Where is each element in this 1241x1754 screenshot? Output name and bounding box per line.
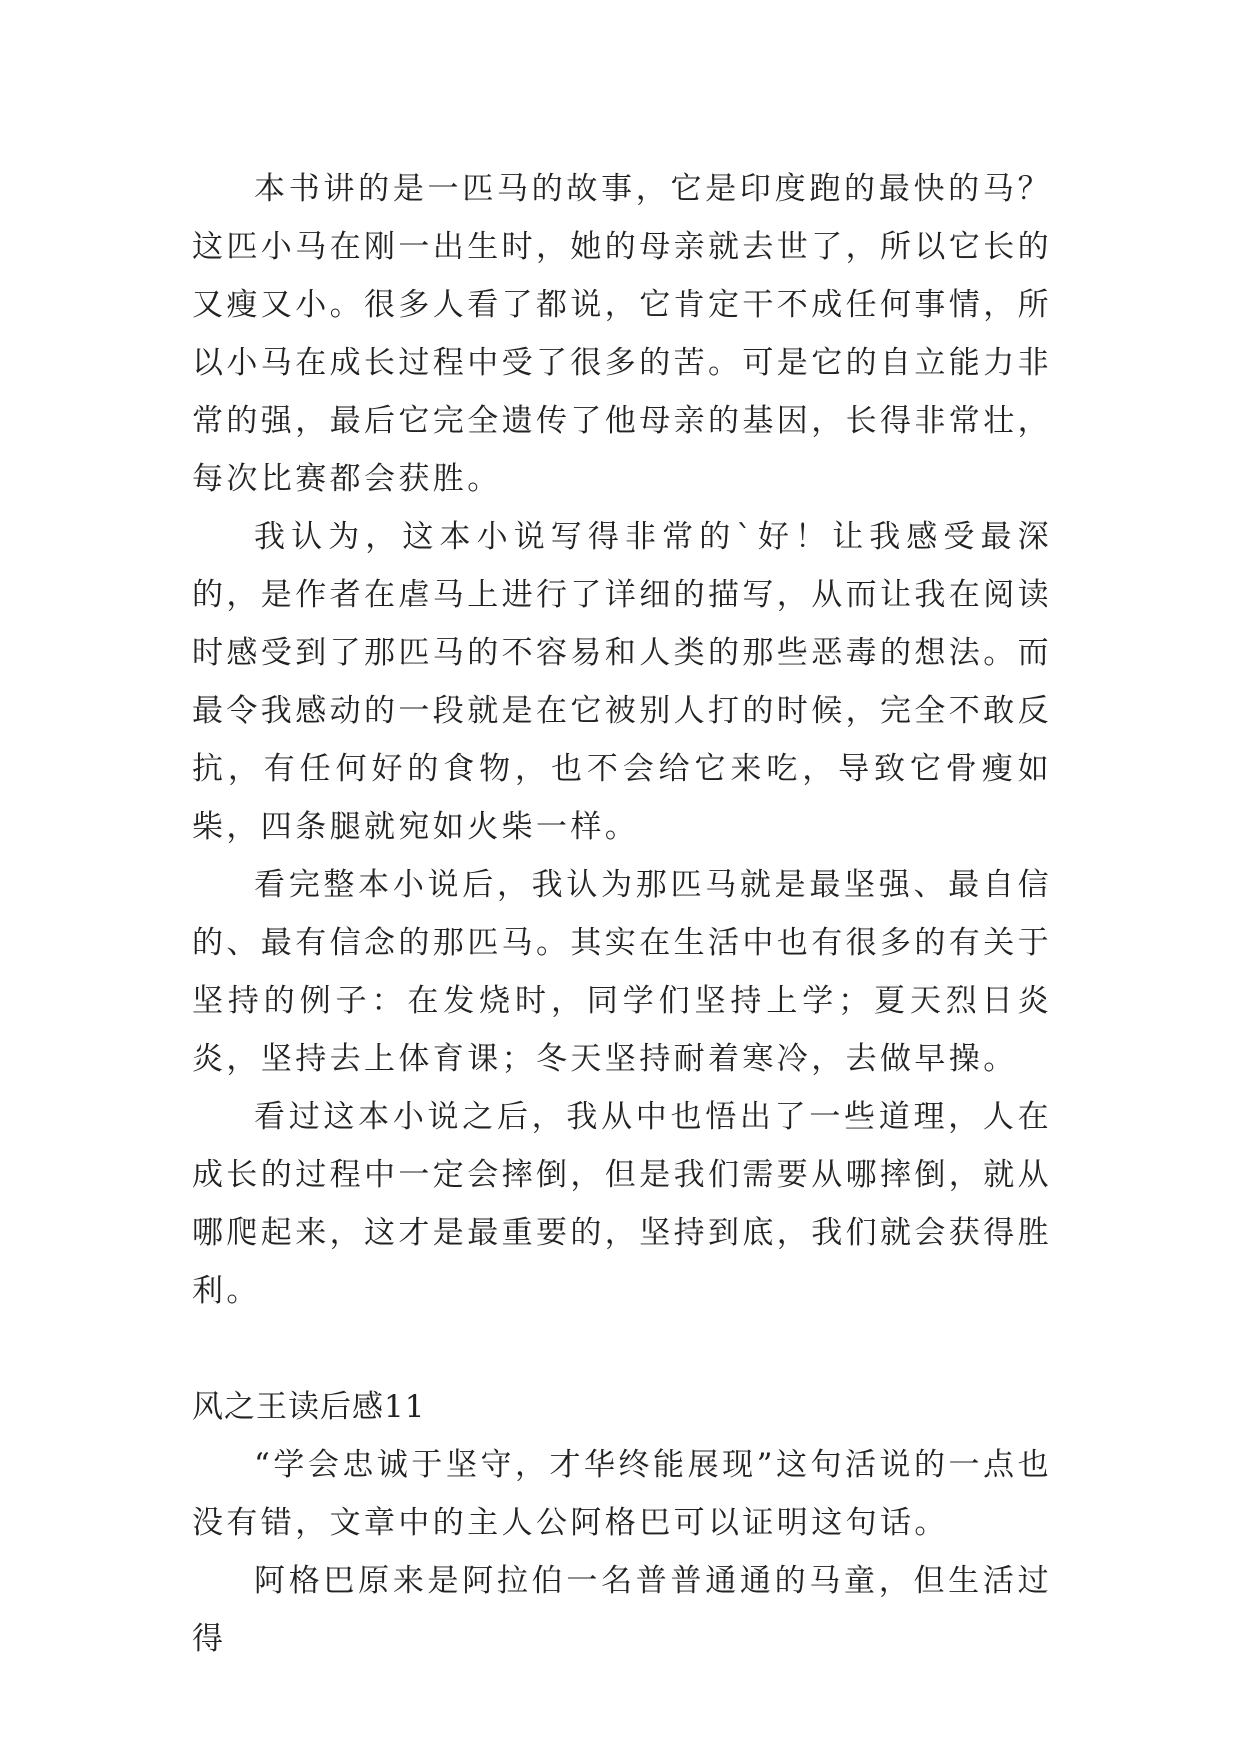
paragraph-perseverance: 看完整本小说后，我认为那匹马就是最坚强、最自信的、最有信念的那匹马。其实在生活中也有很多的有关于坚持的例子：在发烧时，同学们坚持上学；夏天烈日炎炎，坚持去上体育课；冬天坚持耐着寒冷，去做早操。 — [192, 867, 1052, 1077]
document-body — [192, 160, 1052, 1668]
paragraph-opinion: 我认为，这本小说写得非常的`好！让我感受最深的，是作者在虐马上进行了详细的描写，从而让我在阅读时感受到了那匹马的不容易和人类的那些恶毒的想法。而最令我感动的一段就是在它被别人打的时候，完全不敢反抗，有任何好的食物，也不会给它来吃，导致它骨瘦如柴，四条腿就宛如火柴一样。 — [192, 519, 1052, 845]
section-heading: 风之王读后感11 — [192, 1389, 426, 1425]
paragraph-quote: “学会忠诚于坚守，才华终能展现”这句活说的一点也没有错，文章中的主人公阿格巴可以证明这句话。 — [192, 1447, 1052, 1541]
paragraph-horse-story: 本书讲的是一匹马的故事，它是印度跑的最快的马？这匹小马在刚一出生时，她的母亲就去世了，所以它长的又瘦又小。很多人看了都说，它肯定干不成任何事情，所以小马在成长过程中受了很多的苦。可是它的自立能力非常的强，最后它完全遗传了他母亲的基因，长得非常壮，每次比赛都会获胜。 — [192, 171, 1052, 497]
paragraph-agba: 阿格巴原来是阿拉伯一名普普通通的马童，但生活过得 — [192, 1563, 1052, 1657]
paragraph-lesson: 看过这本小说之后，我从中也悟出了一些道理，人在成长的过程中一定会摔倒，但是我们需要从哪摔倒，就从哪爬起来，这才是最重要的，坚持到底，我们就会获得胜利。 — [192, 1099, 1052, 1309]
